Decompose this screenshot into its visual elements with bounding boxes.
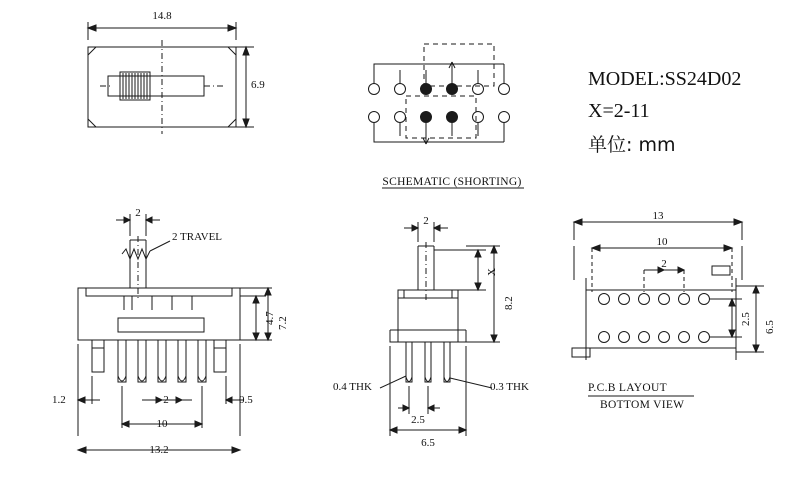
- pcb-height-dim: 6.5: [764, 320, 776, 334]
- side-thk-right-dim: 0.3 THK: [490, 381, 529, 393]
- top-view-geometry: [88, 22, 254, 134]
- pcb-caption-line1: P.C.B LAYOUT: [588, 382, 667, 394]
- pcb-inner-dim: 10: [656, 236, 668, 248]
- front-pin-left-dim: 1.2: [52, 394, 66, 406]
- pcb-caption-line2: BOTTOM VIEW: [600, 399, 685, 411]
- front-body-dim-a: 4.7: [264, 311, 276, 325]
- front-pin-pitch-dim: 2: [163, 394, 169, 406]
- units-label: 单位: mm: [588, 134, 676, 156]
- schematic-geometry: [369, 44, 510, 144]
- side-width-dim: 6.5: [421, 437, 435, 449]
- front-view-geometry: [78, 214, 272, 453]
- top-view-height-dim: 6.9: [251, 79, 265, 91]
- side-actuator-width-dim: 2: [423, 215, 429, 227]
- side-thk-left-dim: 0.4 THK: [333, 381, 372, 393]
- schematic-caption: SCHEMATIC (SHORTING): [382, 176, 522, 188]
- front-actuator-width-dim: 2: [135, 207, 141, 219]
- pcb-layout-geometry: [572, 219, 764, 396]
- side-height-dim: 8.2: [503, 296, 515, 310]
- front-pin-right-dim: 0.5: [239, 394, 253, 406]
- front-pin-span-dim: 10: [156, 418, 168, 430]
- front-body-dim-b: 7.2: [277, 316, 289, 330]
- x-range-label: X=2-11: [588, 100, 650, 122]
- model-label: MODEL:SS24D02: [588, 68, 742, 90]
- top-view-width-dim: 14.8: [152, 10, 172, 22]
- pcb-outer-dim: 13: [652, 210, 664, 222]
- front-overall-dim: 13.2: [149, 444, 169, 456]
- side-view-geometry: [380, 222, 500, 436]
- side-travel-x-dim: X: [486, 268, 498, 276]
- pcb-row-pitch-dim: 2.5: [740, 312, 752, 326]
- pcb-pitch-dim: 2: [661, 258, 667, 270]
- side-pitch-dim: 2.5: [411, 414, 425, 426]
- front-travel-label: 2 TRAVEL: [172, 231, 223, 243]
